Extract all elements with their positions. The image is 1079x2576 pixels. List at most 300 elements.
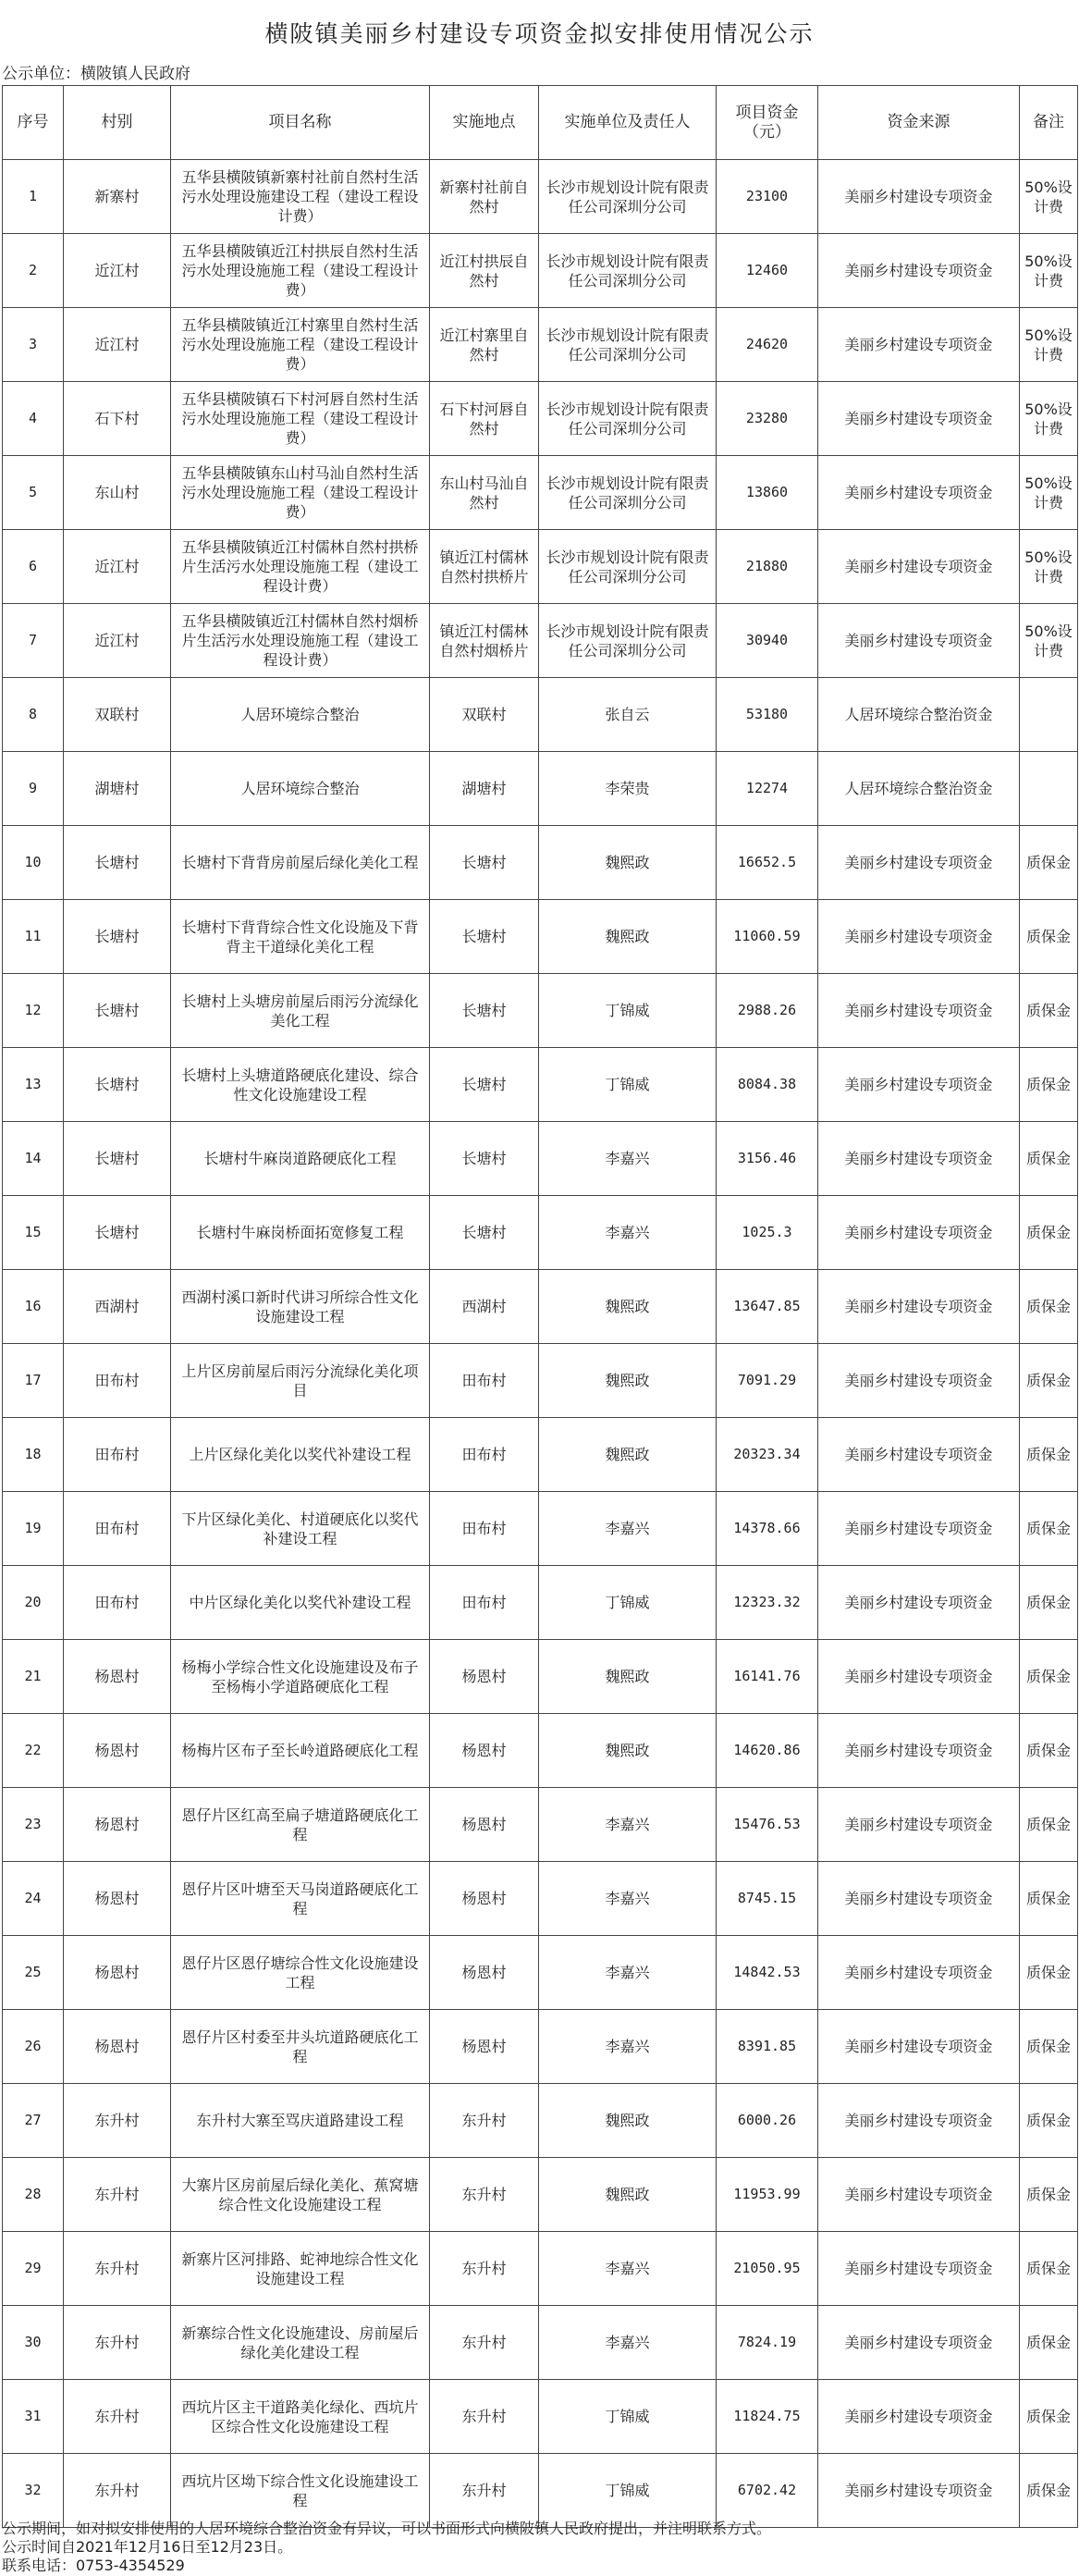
row-village: 长塘村 <box>64 1048 171 1122</box>
row-amount: 12274 <box>717 752 818 826</box>
row-fund-source: 美丽乡村建设专项资金 <box>818 1492 1020 1566</box>
row-seq: 32 <box>3 2454 64 2528</box>
row-amount: 12323.32 <box>717 1566 818 1640</box>
row-fund-source: 美丽乡村建设专项资金 <box>818 2010 1020 2084</box>
row-project-name: 西湖村溪口新时代讲习所综合性文化设施建设工程 <box>171 1270 430 1344</box>
row-fund-source: 美丽乡村建设专项资金 <box>818 1048 1020 1122</box>
row-amount: 20323.34 <box>717 1418 818 1492</box>
row-project-name: 五华县横陂镇东山村马汕自然村生活污水处理设施施工程（建设工程设计费） <box>171 456 430 530</box>
row-executor: 长沙市规划设计院有限责任公司深圳分公司 <box>539 456 717 530</box>
row-note: 质保金 <box>1020 1936 1078 2010</box>
row-executor: 魏熙政 <box>539 1270 717 1344</box>
table-row <box>3 1048 1078 1122</box>
row-project-name: 长塘村下背背房前屋后绿化美化工程 <box>171 826 430 900</box>
row-location: 西湖村 <box>430 1270 539 1344</box>
table-row <box>3 974 1078 1048</box>
row-note: 质保金 <box>1020 2158 1078 2232</box>
row-village: 近江村 <box>64 530 171 604</box>
row-village: 杨恩村 <box>64 1788 171 1862</box>
table-row <box>3 1936 1078 2010</box>
row-village: 近江村 <box>64 308 171 382</box>
row-executor: 魏熙政 <box>539 1344 717 1418</box>
row-location: 杨恩村 <box>430 1714 539 1788</box>
row-note: 质保金 <box>1020 1122 1078 1196</box>
row-fund-source: 美丽乡村建设专项资金 <box>818 2380 1020 2454</box>
row-location: 湖塘村 <box>430 752 539 826</box>
row-fund-source: 美丽乡村建设专项资金 <box>818 2454 1020 2528</box>
row-executor: 李嘉兴 <box>539 2232 717 2306</box>
row-note: 质保金 <box>1020 1418 1078 1492</box>
row-amount: 11953.99 <box>717 2158 818 2232</box>
row-fund-source: 美丽乡村建设专项资金 <box>818 530 1020 604</box>
row-amount: 16652.5 <box>717 826 818 900</box>
table-row <box>3 604 1078 678</box>
row-note <box>1020 752 1078 826</box>
table-row <box>3 2084 1078 2158</box>
table-row <box>3 2158 1078 2232</box>
table-row <box>3 1270 1078 1344</box>
row-executor: 长沙市规划设计院有限责任公司深圳分公司 <box>539 160 717 234</box>
row-location: 东山村马汕自然村 <box>430 456 539 530</box>
row-note: 质保金 <box>1020 1640 1078 1714</box>
row-project-name: 新寨片区河排路、蛇神地综合性文化设施建设工程 <box>171 2232 430 2306</box>
row-seq: 6 <box>3 530 64 604</box>
row-executor: 长沙市规划设计院有限责任公司深圳分公司 <box>539 308 717 382</box>
row-note: 质保金 <box>1020 900 1078 974</box>
row-amount: 8745.15 <box>717 1862 818 1936</box>
row-note: 50%设计费 <box>1020 308 1078 382</box>
row-fund-source: 人居环境综合整治资金 <box>818 678 1020 752</box>
row-seq: 31 <box>3 2380 64 2454</box>
row-executor: 魏熙政 <box>539 2084 717 2158</box>
row-village: 田布村 <box>64 1492 171 1566</box>
row-seq: 30 <box>3 2306 64 2380</box>
row-note: 50%设计费 <box>1020 530 1078 604</box>
row-village: 东升村 <box>64 2380 171 2454</box>
row-executor: 魏熙政 <box>539 2158 717 2232</box>
row-fund-source: 美丽乡村建设专项资金 <box>818 826 1020 900</box>
row-seq: 22 <box>3 1714 64 1788</box>
row-amount: 14842.53 <box>717 1936 818 2010</box>
row-amount: 14378.66 <box>717 1492 818 1566</box>
row-fund-source: 美丽乡村建设专项资金 <box>818 1788 1020 1862</box>
row-location: 田布村 <box>430 1344 539 1418</box>
table-row <box>3 1418 1078 1492</box>
row-seq: 9 <box>3 752 64 826</box>
row-note: 50%设计费 <box>1020 160 1078 234</box>
contact-phone: 联系电话：0753-4354529 <box>2 2557 185 2574</box>
row-seq: 26 <box>3 2010 64 2084</box>
row-seq: 3 <box>3 308 64 382</box>
row-project-name: 杨梅片区布子至长岭道路硬底化工程 <box>171 1714 430 1788</box>
table-row <box>3 1714 1078 1788</box>
row-village: 长塘村 <box>64 1196 171 1270</box>
table-row <box>3 1566 1078 1640</box>
row-seq: 23 <box>3 1788 64 1862</box>
row-project-name: 恩仔片区叶塘至天马岗道路硬底化工程 <box>171 1862 430 1936</box>
row-seq: 12 <box>3 974 64 1048</box>
row-location: 长塘村 <box>430 826 539 900</box>
row-executor: 丁锦威 <box>539 974 717 1048</box>
row-village: 湖塘村 <box>64 752 171 826</box>
row-location: 双联村 <box>430 678 539 752</box>
row-note: 50%设计费 <box>1020 234 1078 308</box>
row-executor: 丁锦威 <box>539 2454 717 2528</box>
row-executor: 长沙市规划设计院有限责任公司深圳分公司 <box>539 530 717 604</box>
row-amount: 21050.95 <box>717 2232 818 2306</box>
row-location: 东升村 <box>430 2232 539 2306</box>
row-location: 杨恩村 <box>430 1640 539 1714</box>
row-amount: 11060.59 <box>717 900 818 974</box>
row-fund-source: 人居环境综合整治资金 <box>818 752 1020 826</box>
row-executor: 李荣贵 <box>539 752 717 826</box>
row-seq: 21 <box>3 1640 64 1714</box>
table-row <box>3 2454 1078 2528</box>
row-location: 东升村 <box>430 2158 539 2232</box>
row-village: 新寨村 <box>64 160 171 234</box>
row-note: 质保金 <box>1020 1492 1078 1566</box>
row-location: 长塘村 <box>430 1196 539 1270</box>
row-fund-source: 美丽乡村建设专项资金 <box>818 1936 1020 2010</box>
row-fund-source: 美丽乡村建设专项资金 <box>818 382 1020 456</box>
row-location: 石下村河唇自然村 <box>430 382 539 456</box>
row-seq: 29 <box>3 2232 64 2306</box>
row-project-name: 五华县横陂镇石下村河唇自然村生活污水处理设施施工程（建设工程设计费） <box>171 382 430 456</box>
row-note: 50%设计费 <box>1020 604 1078 678</box>
row-location: 杨恩村 <box>430 1936 539 2010</box>
row-note: 质保金 <box>1020 1566 1078 1640</box>
header-project: 项目名称 <box>171 86 430 160</box>
row-village: 长塘村 <box>64 826 171 900</box>
row-seq: 8 <box>3 678 64 752</box>
row-fund-source: 美丽乡村建设专项资金 <box>818 234 1020 308</box>
row-fund-source: 美丽乡村建设专项资金 <box>818 160 1020 234</box>
row-project-name: 长塘村上头塘道路硬底化建设、综合性文化设施建设工程 <box>171 1048 430 1122</box>
row-seq: 28 <box>3 2158 64 2232</box>
row-amount: 21880 <box>717 530 818 604</box>
row-village: 近江村 <box>64 234 171 308</box>
row-seq: 24 <box>3 1862 64 1936</box>
row-note: 50%设计费 <box>1020 382 1078 456</box>
row-seq: 4 <box>3 382 64 456</box>
table-row <box>3 530 1078 604</box>
row-fund-source: 美丽乡村建设专项资金 <box>818 1714 1020 1788</box>
row-seq: 7 <box>3 604 64 678</box>
row-seq: 1 <box>3 160 64 234</box>
row-executor: 李嘉兴 <box>539 1196 717 1270</box>
row-location: 长塘村 <box>430 1048 539 1122</box>
row-amount: 11824.75 <box>717 2380 818 2454</box>
row-location: 长塘村 <box>430 974 539 1048</box>
row-location: 东升村 <box>430 2380 539 2454</box>
row-location: 新寨村社前自然村 <box>430 160 539 234</box>
row-fund-source: 美丽乡村建设专项资金 <box>818 974 1020 1048</box>
row-amount: 8391.85 <box>717 2010 818 2084</box>
publisher-label: 公示单位：横陂镇人民政府 <box>2 65 190 83</box>
table-row <box>3 234 1078 308</box>
row-village: 长塘村 <box>64 900 171 974</box>
row-amount: 7091.29 <box>717 1344 818 1418</box>
table-body <box>3 160 1078 2528</box>
header-seq: 序号 <box>3 86 64 160</box>
row-village: 西湖村 <box>64 1270 171 1344</box>
row-executor: 魏熙政 <box>539 826 717 900</box>
row-fund-source: 美丽乡村建设专项资金 <box>818 456 1020 530</box>
row-amount: 3156.46 <box>717 1122 818 1196</box>
row-amount: 24620 <box>717 308 818 382</box>
row-fund-source: 美丽乡村建设专项资金 <box>818 1270 1020 1344</box>
row-project-name: 新寨综合性文化设施建设、房前屋后绿化美化建设工程 <box>171 2306 430 2380</box>
row-amount: 53180 <box>717 678 818 752</box>
row-seq: 14 <box>3 1122 64 1196</box>
row-fund-source: 美丽乡村建设专项资金 <box>818 308 1020 382</box>
row-location: 杨恩村 <box>430 2010 539 2084</box>
row-project-name: 下片区绿化美化、村道硬底化以奖代补建设工程 <box>171 1492 430 1566</box>
row-note: 质保金 <box>1020 2454 1078 2528</box>
row-seq: 13 <box>3 1048 64 1122</box>
row-project-name: 长塘村牛麻岗道路硬底化工程 <box>171 1122 430 1196</box>
header-source: 资金来源 <box>818 86 1020 160</box>
row-location: 田布村 <box>430 1418 539 1492</box>
table-row <box>3 900 1078 974</box>
row-note: 质保金 <box>1020 1788 1078 1862</box>
row-amount: 30940 <box>717 604 818 678</box>
row-fund-source: 美丽乡村建设专项资金 <box>818 1122 1020 1196</box>
row-note: 50%设计费 <box>1020 456 1078 530</box>
row-seq: 19 <box>3 1492 64 1566</box>
row-project-name: 五华县横陂镇近江村寨里自然村生活污水处理设施施工程（建设工程设计费） <box>171 308 430 382</box>
row-note: 质保金 <box>1020 1048 1078 1122</box>
row-village: 长塘村 <box>64 974 171 1048</box>
row-executor: 李嘉兴 <box>539 2010 717 2084</box>
row-fund-source: 美丽乡村建设专项资金 <box>818 1344 1020 1418</box>
row-location: 东升村 <box>430 2454 539 2528</box>
row-location: 田布村 <box>430 1566 539 1640</box>
row-village: 杨恩村 <box>64 1936 171 2010</box>
row-location: 镇近江村儒林自然村烟桥片 <box>430 604 539 678</box>
row-fund-source: 美丽乡村建设专项资金 <box>818 1862 1020 1936</box>
table-row <box>3 752 1078 826</box>
row-project-name: 恩仔片区恩仔塘综合性文化设施建设工程 <box>171 1936 430 2010</box>
row-seq: 27 <box>3 2084 64 2158</box>
row-fund-source: 美丽乡村建设专项资金 <box>818 2158 1020 2232</box>
row-village: 东升村 <box>64 2454 171 2528</box>
row-location: 东升村 <box>430 2084 539 2158</box>
row-note <box>1020 678 1078 752</box>
row-amount: 6000.26 <box>717 2084 818 2158</box>
header-amount: 项目资金（元） <box>717 86 818 160</box>
row-seq: 5 <box>3 456 64 530</box>
row-village: 杨恩村 <box>64 2010 171 2084</box>
row-note: 质保金 <box>1020 974 1078 1048</box>
notice-period: 公示时间自2021年12月16日至12月23日。 <box>2 2538 293 2556</box>
row-note: 质保金 <box>1020 1714 1078 1788</box>
row-location: 镇近江村儒林自然村拱桥片 <box>430 530 539 604</box>
row-village: 东山村 <box>64 456 171 530</box>
row-executor: 长沙市规划设计院有限责任公司深圳分公司 <box>539 382 717 456</box>
row-amount: 12460 <box>717 234 818 308</box>
row-executor: 李嘉兴 <box>539 2306 717 2380</box>
header-executor: 实施单位及责任人 <box>539 86 717 160</box>
row-village: 田布村 <box>64 1418 171 1492</box>
table-row <box>3 1196 1078 1270</box>
row-executor: 李嘉兴 <box>539 1788 717 1862</box>
page-title: 横陂镇美丽乡村建设专项资金拟安排使用情况公示 <box>264 20 815 47</box>
row-executor: 长沙市规划设计院有限责任公司深圳分公司 <box>539 604 717 678</box>
row-location: 杨恩村 <box>430 1788 539 1862</box>
row-project-name: 恩仔片区村委至井头坑道路硬底化工程 <box>171 2010 430 2084</box>
row-village: 田布村 <box>64 1566 171 1640</box>
header-village: 村别 <box>64 86 171 160</box>
row-fund-source: 美丽乡村建设专项资金 <box>818 1418 1020 1492</box>
row-fund-source: 美丽乡村建设专项资金 <box>818 2084 1020 2158</box>
row-village: 石下村 <box>64 382 171 456</box>
row-village: 东升村 <box>64 2306 171 2380</box>
row-village: 杨恩村 <box>64 1640 171 1714</box>
row-seq: 11 <box>3 900 64 974</box>
table-row <box>3 826 1078 900</box>
row-note: 质保金 <box>1020 1862 1078 1936</box>
row-village: 长塘村 <box>64 1122 171 1196</box>
row-seq: 20 <box>3 1566 64 1640</box>
table-row <box>3 1862 1078 1936</box>
row-executor: 李嘉兴 <box>539 1122 717 1196</box>
table-row <box>3 1640 1078 1714</box>
row-amount: 6702.42 <box>717 2454 818 2528</box>
row-amount: 13647.85 <box>717 1270 818 1344</box>
row-project-name: 大寨片区房前屋后绿化美化、蕉窝塘综合性文化设施建设工程 <box>171 2158 430 2232</box>
row-amount: 13860 <box>717 456 818 530</box>
row-project-name: 上片区房前屋后雨污分流绿化美化项目 <box>171 1344 430 1418</box>
row-project-name: 上片区绿化美化以奖代补建设工程 <box>171 1418 430 1492</box>
row-location: 近江村寨里自然村 <box>430 308 539 382</box>
row-fund-source: 美丽乡村建设专项资金 <box>818 1196 1020 1270</box>
row-amount: 7824.19 <box>717 2306 818 2380</box>
row-amount: 16141.76 <box>717 1640 818 1714</box>
row-executor: 李嘉兴 <box>539 1936 717 2010</box>
row-village: 东升村 <box>64 2084 171 2158</box>
row-amount: 15476.53 <box>717 1788 818 1862</box>
row-note: 质保金 <box>1020 2232 1078 2306</box>
table-row <box>3 2306 1078 2380</box>
row-amount: 8084.38 <box>717 1048 818 1122</box>
row-executor: 丁锦威 <box>539 2380 717 2454</box>
table-row <box>3 1492 1078 1566</box>
table-row <box>3 2232 1078 2306</box>
row-location: 长塘村 <box>430 1122 539 1196</box>
row-project-name: 五华县横陂镇近江村拱辰自然村生活污水处理设施施工程（建设工程设计费） <box>171 234 430 308</box>
row-village: 近江村 <box>64 604 171 678</box>
row-note: 质保金 <box>1020 2084 1078 2158</box>
row-note: 质保金 <box>1020 1344 1078 1418</box>
header-location: 实施地点 <box>430 86 539 160</box>
row-project-name: 长塘村下背背综合性文化设施及下背背主干道绿化美化工程 <box>171 900 430 974</box>
row-fund-source: 美丽乡村建设专项资金 <box>818 2232 1020 2306</box>
row-location: 东升村 <box>430 2306 539 2380</box>
row-fund-source: 美丽乡村建设专项资金 <box>818 1640 1020 1714</box>
header-note: 备注 <box>1020 86 1078 160</box>
row-village: 杨恩村 <box>64 1862 171 1936</box>
row-amount: 23100 <box>717 160 818 234</box>
row-executor: 魏熙政 <box>539 1714 717 1788</box>
table-row <box>3 2380 1078 2454</box>
row-project-name: 杨梅小学综合性文化设施建设及布子至杨梅小学道路硬底化工程 <box>171 1640 430 1714</box>
row-seq: 18 <box>3 1418 64 1492</box>
row-village: 杨恩村 <box>64 1714 171 1788</box>
table-row <box>3 456 1078 530</box>
row-amount: 14620.86 <box>717 1714 818 1788</box>
row-amount: 1025.3 <box>717 1196 818 1270</box>
row-executor: 魏熙政 <box>539 1418 717 1492</box>
row-project-name: 东升村大寨至骂庆道路建设工程 <box>171 2084 430 2158</box>
table-row <box>3 2010 1078 2084</box>
row-fund-source: 美丽乡村建设专项资金 <box>818 1566 1020 1640</box>
table-row <box>3 382 1078 456</box>
row-executor: 张自云 <box>539 678 717 752</box>
row-project-name: 五华县横陂镇近江村儒林自然村烟桥片生活污水处理设施施工程（建设工程设计费） <box>171 604 430 678</box>
row-village: 东升村 <box>64 2232 171 2306</box>
objection-note: 公示期间，如对拟安排使用的人居环境综合整治资金有异议，可以书面形式向横陂镇人民政府提出，并注明联系方式。 <box>2 2520 772 2537</box>
row-seq: 16 <box>3 1270 64 1344</box>
row-project-name: 中片区绿化美化以奖代补建设工程 <box>171 1566 430 1640</box>
row-project-name: 西坑片区坳下综合性文化设施建设工程 <box>171 2454 430 2528</box>
row-seq: 17 <box>3 1344 64 1418</box>
row-project-name: 人居环境综合整治 <box>171 752 430 826</box>
row-village: 田布村 <box>64 1344 171 1418</box>
row-project-name: 人居环境综合整治 <box>171 678 430 752</box>
table-row <box>3 308 1078 382</box>
table-row <box>3 1344 1078 1418</box>
row-executor: 李嘉兴 <box>539 1492 717 1566</box>
row-project-name: 西坑片区主干道路美化绿化、西坑片区综合性文化设施建设工程 <box>171 2380 430 2454</box>
row-executor: 丁锦威 <box>539 1048 717 1122</box>
row-amount: 23280 <box>717 382 818 456</box>
row-note: 质保金 <box>1020 1270 1078 1344</box>
row-note: 质保金 <box>1020 826 1078 900</box>
row-note: 质保金 <box>1020 1196 1078 1270</box>
fund-table <box>2 85 1078 2528</box>
row-location: 长塘村 <box>430 900 539 974</box>
row-executor: 丁锦威 <box>539 1566 717 1640</box>
table-row <box>3 1788 1078 1862</box>
row-village: 东升村 <box>64 2158 171 2232</box>
row-project-name: 五华县横陂镇近江村儒林自然村拱桥片生活污水处理设施施工程（建设工程设计费） <box>171 530 430 604</box>
row-project-name: 五华县横陂镇新寨村社前自然村生活污水处理设施建设工程（建设工程设计费） <box>171 160 430 234</box>
table-row <box>3 160 1078 234</box>
row-fund-source: 美丽乡村建设专项资金 <box>818 2306 1020 2380</box>
row-executor: 长沙市规划设计院有限责任公司深圳分公司 <box>539 234 717 308</box>
row-project-name: 长塘村牛麻岗桥面拓宽修复工程 <box>171 1196 430 1270</box>
row-village: 双联村 <box>64 678 171 752</box>
row-seq: 15 <box>3 1196 64 1270</box>
row-fund-source: 美丽乡村建设专项资金 <box>818 900 1020 974</box>
row-location: 近江村拱辰自然村 <box>430 234 539 308</box>
row-note: 质保金 <box>1020 2380 1078 2454</box>
row-amount: 2988.26 <box>717 974 818 1048</box>
row-project-name: 长塘村上头塘房前屋后雨污分流绿化美化工程 <box>171 974 430 1048</box>
row-executor: 魏熙政 <box>539 1640 717 1714</box>
table-row <box>3 678 1078 752</box>
row-project-name: 恩仔片区红高至扁子塘道路硬底化工程 <box>171 1788 430 1862</box>
row-seq: 25 <box>3 1936 64 2010</box>
table-row <box>3 1122 1078 1196</box>
row-location: 杨恩村 <box>430 1862 539 1936</box>
row-seq: 2 <box>3 234 64 308</box>
row-seq: 10 <box>3 826 64 900</box>
row-fund-source: 美丽乡村建设专项资金 <box>818 604 1020 678</box>
row-location: 田布村 <box>430 1492 539 1566</box>
table-header-row <box>3 86 1078 160</box>
